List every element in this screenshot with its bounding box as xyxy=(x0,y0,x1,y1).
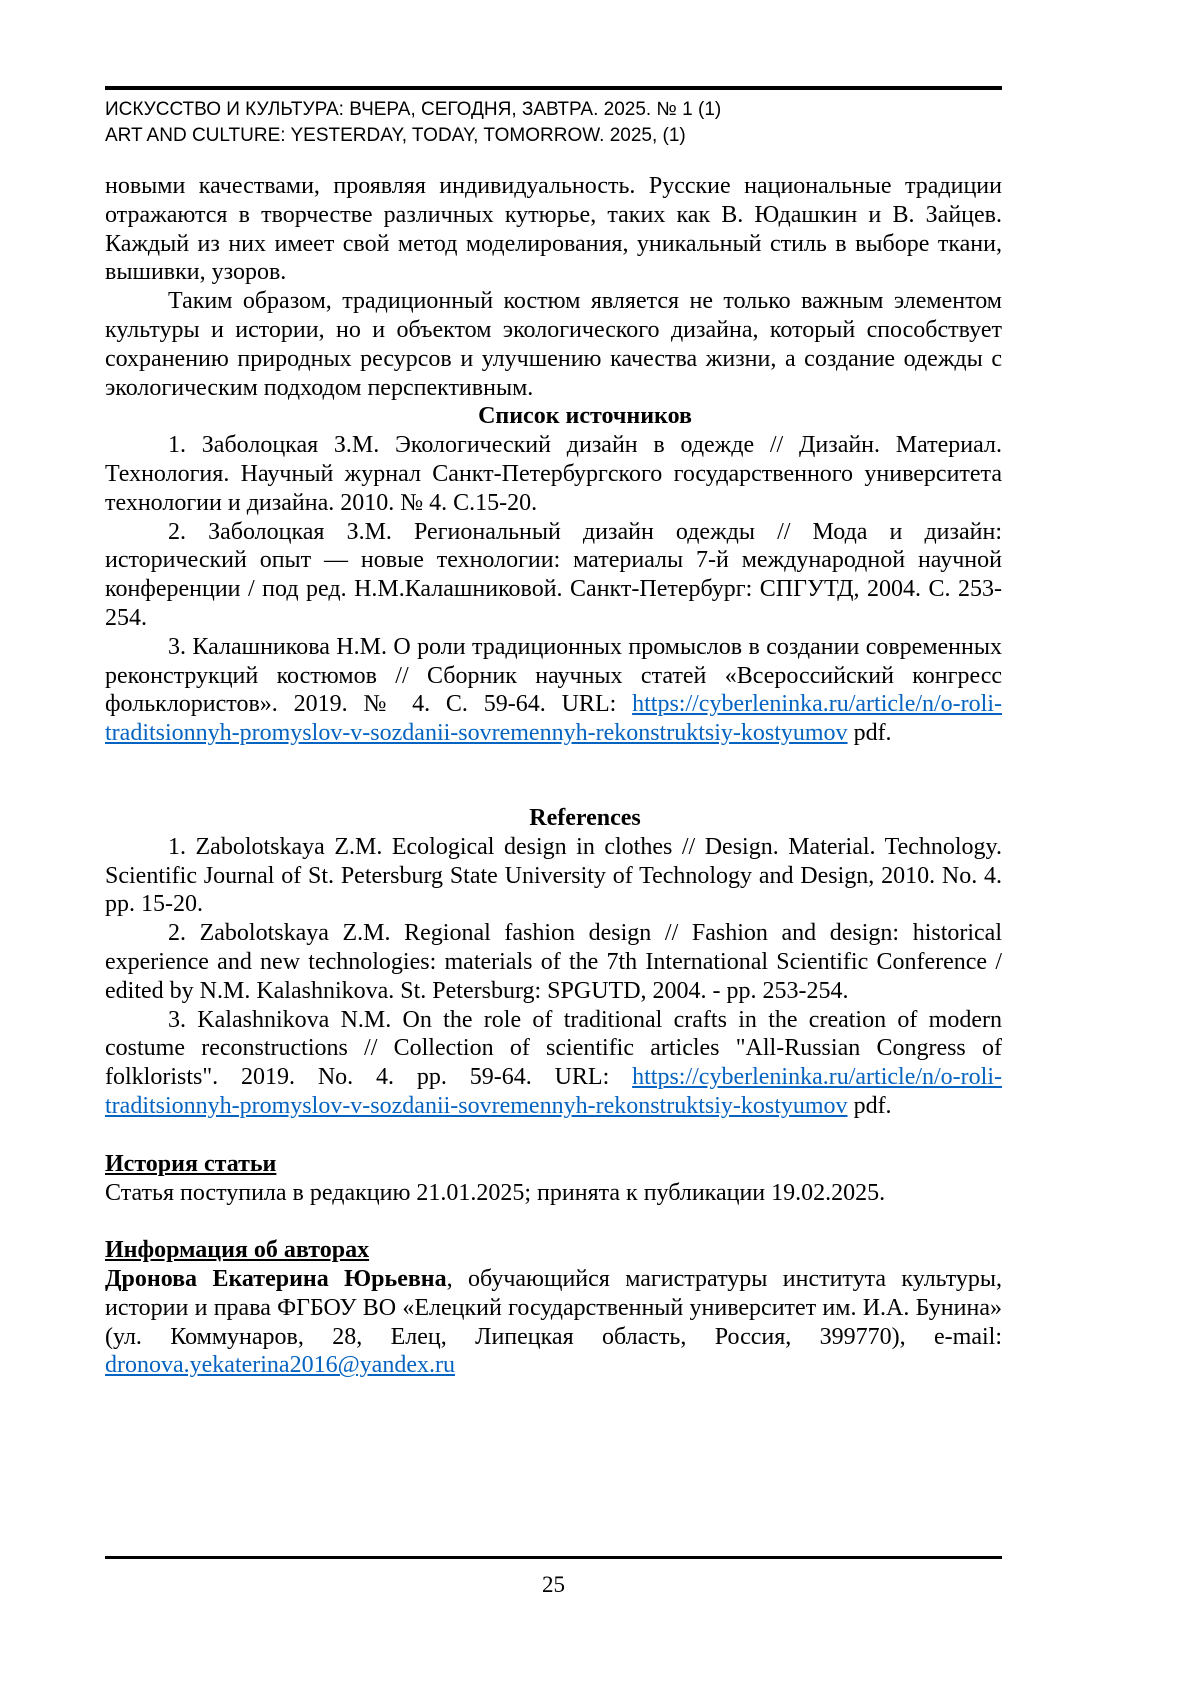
body-paragraph-1: новыми качествами, проявляя индивидуальность. Русские национальные традиции отражаются в творчестве различных кутюрье, таких как В. Юдашкин и В. Зайцев. Каждый из них имеет свой метод моделирования, уникальный стиль в выборе ткани, вышивки, узоров. xyxy=(105,173,1002,286)
source-item-3 xyxy=(105,633,1002,748)
page-number: 25 xyxy=(542,1572,565,1597)
reference-url-link[interactable]: https://cyberleninka.ru/article/n/o-roli-traditsionnyh-promyslov-v-sozdanii-sovremennyh-rekonstruktsiy-kostyumov xyxy=(105,1064,1002,1119)
reference-item-3-tail: pdf. xyxy=(847,1092,892,1119)
article-history-heading: История статьи xyxy=(105,1150,277,1177)
body-paragraph-2: Таким образом, традиционный костюм является не только важным элементом культуры и истории, но и объектом экологического дизайна, который способствует сохранению природных ресурсов и улучшению качества жизни, а создание одежды с экологическим подходом перспективным. xyxy=(105,288,1002,401)
authors-info-heading: Информация об авторах xyxy=(105,1237,370,1264)
references-heading: References xyxy=(529,804,641,831)
source-item-3-tail: pdf. xyxy=(847,720,892,747)
author-email-link[interactable]: dronova.yekaterina2016@yandex.ru xyxy=(105,1352,455,1379)
reference-item-3-text: 3. Kalashnikova N.M. On the role of traditional crafts in the creation of modern costume reconstructions // Collection of scientific articles "All-Russian Congress of folklorists". 2019. No. 4. pp. 59-64. URL: xyxy=(105,1006,1002,1091)
page-content xyxy=(105,86,1002,1380)
author-details: , обучающийся магистратуры института культуры, истории и права ФГБОУ ВО «Елецкий государственный университет им. И.А. Бунина» (ул. Коммунаров, 28, Елец, Липецкая область, Россия, 399770), e-mail: xyxy=(105,1266,1002,1350)
author-name: Дронова Екатерина Юрьевна xyxy=(105,1266,447,1293)
source-item-2: 2. Заболоцкая З.М. Региональный дизайн одежды // Мода и дизайн: исторический опыт — новые технологии: материалы 7-й международной научной конференции / под ред. Н.М.Калашниковой. Санкт-Петербург: СПГУТД, 2004. С. 253-254. xyxy=(105,518,1002,631)
article-body xyxy=(105,172,1002,1380)
reference-item-3 xyxy=(105,1006,1002,1121)
reference-item-1: 1. Zabolotskaya Z.M. Ecological design in clothes // Design. Material. Technology. Scientific Journal of St. Petersburg State University of Technology and Design, 2010. No. 4. pp. 15-20. xyxy=(105,833,1002,918)
journal-title-ru: ИСКУССТВО И КУЛЬТУРА: ВЧЕРА, СЕГОДНЯ, ЗАВТРА. 2025. № 1 (1) xyxy=(105,99,722,120)
journal-title-en: ART AND CULTURE: YESTERDAY, TODAY, TOMORROW. 2025, (1) xyxy=(105,125,686,146)
running-head xyxy=(105,97,1002,149)
source-url-link[interactable]: https://cyberleninka.ru/article/n/o-roli-traditsionnyh-promyslov-v-sozdanii-sovremennyh-rekonstruktsiy-kostyumov xyxy=(105,691,1002,747)
sources-heading: Список источников xyxy=(478,403,692,430)
header-rule xyxy=(105,86,1002,90)
reference-item-2: 2. Zabolotskaya Z.M. Regional fashion design // Fashion and design: historical experience and new technologies: materials of the 7th International Scientific Conference / edited by N.M. Kalashnikova. St. Petersburg: SPGUTD, 2004. - pp. 253-254. xyxy=(105,920,1002,1004)
article-history-text: Статья поступила в редакцию 21.01.2025; принята к публикации 19.02.2025. xyxy=(105,1179,886,1206)
source-item-1: 1. Заболоцкая З.М. Экологический дизайн в одежде // Дизайн. Материал. Технология. Научный журнал Санкт-Петербургского государственного университета технологии и дизайна. 2010. № 4. С.15-20. xyxy=(105,432,1002,516)
footer-rule xyxy=(105,1556,1002,1598)
source-item-3-text: 3. Калашникова Н.М. О роли традиционных промыслов в создании современных реконструкций костюмов // Сборник научных статей «Всероссийский конгресс фольклористов». 2019. № 4. С. 59-64. URL: xyxy=(105,633,1002,718)
authors-info-text xyxy=(105,1265,1002,1380)
